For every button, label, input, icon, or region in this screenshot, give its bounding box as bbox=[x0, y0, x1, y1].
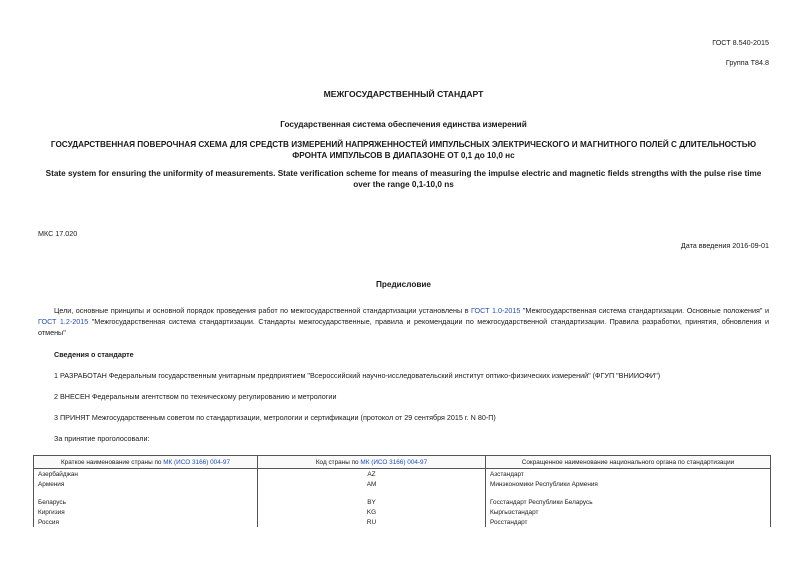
voting-states-table bbox=[33, 455, 771, 527]
preface-text-1: Цели, основные принципы и основной порядок проведения работ по межгосударственной стандартизации установлены в bbox=[54, 306, 472, 315]
code-cell: BY bbox=[258, 497, 486, 507]
item-adopted: 3 ПРИНЯТ Межгосударственным советом по стандартизации, метрологии и сертификации (протокол от 29 сентября 2015 г. N 80-П) bbox=[54, 413, 496, 422]
preface-heading: Предисловие bbox=[376, 280, 431, 289]
item-introduced: 2 ВНЕСЕН Федеральным агентством по техническому регулированию и метрологии bbox=[54, 392, 337, 401]
group-code: Группа Т84.8 bbox=[725, 58, 769, 67]
code-cell: AM bbox=[258, 479, 486, 489]
mk-iso-3166-link-code[interactable]: МК (ИСО 3166) 004-97 bbox=[360, 458, 428, 466]
country-cell: Киргизия bbox=[34, 507, 258, 517]
table-spacer-row bbox=[34, 489, 771, 497]
body-cell: Росстандарт bbox=[486, 517, 771, 527]
body-cell: Госстандарт Республики Беларусь bbox=[486, 497, 771, 507]
table-row bbox=[34, 469, 771, 480]
body-cell: Минэкономики Республики Армения bbox=[486, 479, 771, 489]
mks-code: МКС 17.020 bbox=[38, 229, 78, 238]
table-header-row bbox=[34, 456, 771, 469]
table-row bbox=[34, 507, 771, 517]
table-row bbox=[34, 517, 771, 527]
country-cell: Азербайджан bbox=[34, 469, 258, 480]
system-title: Государственная система обеспечения единства измерений bbox=[280, 120, 527, 129]
table-row bbox=[34, 479, 771, 489]
gost-1-2-link[interactable]: ГОСТ 1.2-2015 bbox=[38, 317, 89, 326]
code-cell: AZ bbox=[258, 469, 486, 480]
standard-info-heading: Сведения о стандарте bbox=[54, 350, 134, 359]
column-header-body: Сокращенное наименование национального органа по стандартизации bbox=[486, 456, 771, 469]
country-cell: Россия bbox=[34, 517, 258, 527]
scheme-title-ru: ГОСУДАРСТВЕННАЯ ПОВЕРОЧНАЯ СХЕМА ДЛЯ СРЕДСТВ ИЗМЕРЕНИЙ НАПРЯЖЕННОСТЕЙ ИМПУЛЬСНЫХ ЭЛЕКТРИЧЕСКОГО И МАГНИТНОГО ПОЛЕЙ С ДЛИТЕЛЬНОСТЬЮ ФРОНТА ИМПУЛЬСОВ В ДИАПАЗОНЕ ОТ 0,1 до 10,0 нс bbox=[50, 140, 757, 160]
column-header-code bbox=[258, 456, 486, 469]
voted-label: За принятие проголосовали: bbox=[54, 434, 150, 443]
table-row bbox=[34, 497, 771, 507]
spacer-cell bbox=[486, 489, 771, 497]
intro-date: Дата введения 2016-09-01 bbox=[680, 241, 769, 250]
gost-number: ГОСТ 8.540-2015 bbox=[712, 38, 769, 47]
country-cell: Беларусь bbox=[34, 497, 258, 507]
spacer-cell bbox=[258, 489, 486, 497]
body-cell: Кыргызстандарт bbox=[486, 507, 771, 517]
preface-text-2: "Межгосударственная система стандартизации. Основные положения" и bbox=[520, 306, 769, 315]
gost-1-0-link[interactable]: ГОСТ 1.0-2015 bbox=[471, 306, 521, 315]
country-cell: Армения bbox=[34, 479, 258, 489]
preface-paragraph bbox=[38, 305, 769, 338]
code-cell: RU bbox=[258, 517, 486, 527]
interstate-standard-title: МЕЖГОСУДАРСТВЕННЫЙ СТАНДАРТ bbox=[323, 89, 484, 99]
code-cell: KG bbox=[258, 507, 486, 517]
column-header-code-text: Код страны по bbox=[315, 458, 361, 466]
spacer-cell bbox=[34, 489, 258, 497]
column-header-country-text: Краткое наименование страны по bbox=[60, 458, 164, 466]
item-developed: 1 РАЗРАБОТАН Федеральным государственным унитарным предприятием "Всероссийский научно-исследовательский институт оптико-физических измерений" (ФГУП "ВНИИОФИ") bbox=[54, 371, 661, 380]
mk-iso-3166-link-country[interactable]: МК (ИСО 3166) 004-97 bbox=[163, 458, 231, 466]
scheme-title-en: State system for ensuring the uniformity of measurements. State verification scheme for means of measuring the impulse electric and magnetic fields strengths with the pulse rise time over the range 0,1-10,0 ns bbox=[45, 169, 762, 189]
column-header-country bbox=[34, 456, 258, 469]
body-cell: Азстандарт bbox=[486, 469, 771, 480]
preface-text-3: "Межгосударственная система стандартизации. Стандарты межгосударственные, правила и рекомендации по межгосударственной стандартизации. Правила разработки, принятия, обновления и отмены" bbox=[38, 317, 769, 337]
